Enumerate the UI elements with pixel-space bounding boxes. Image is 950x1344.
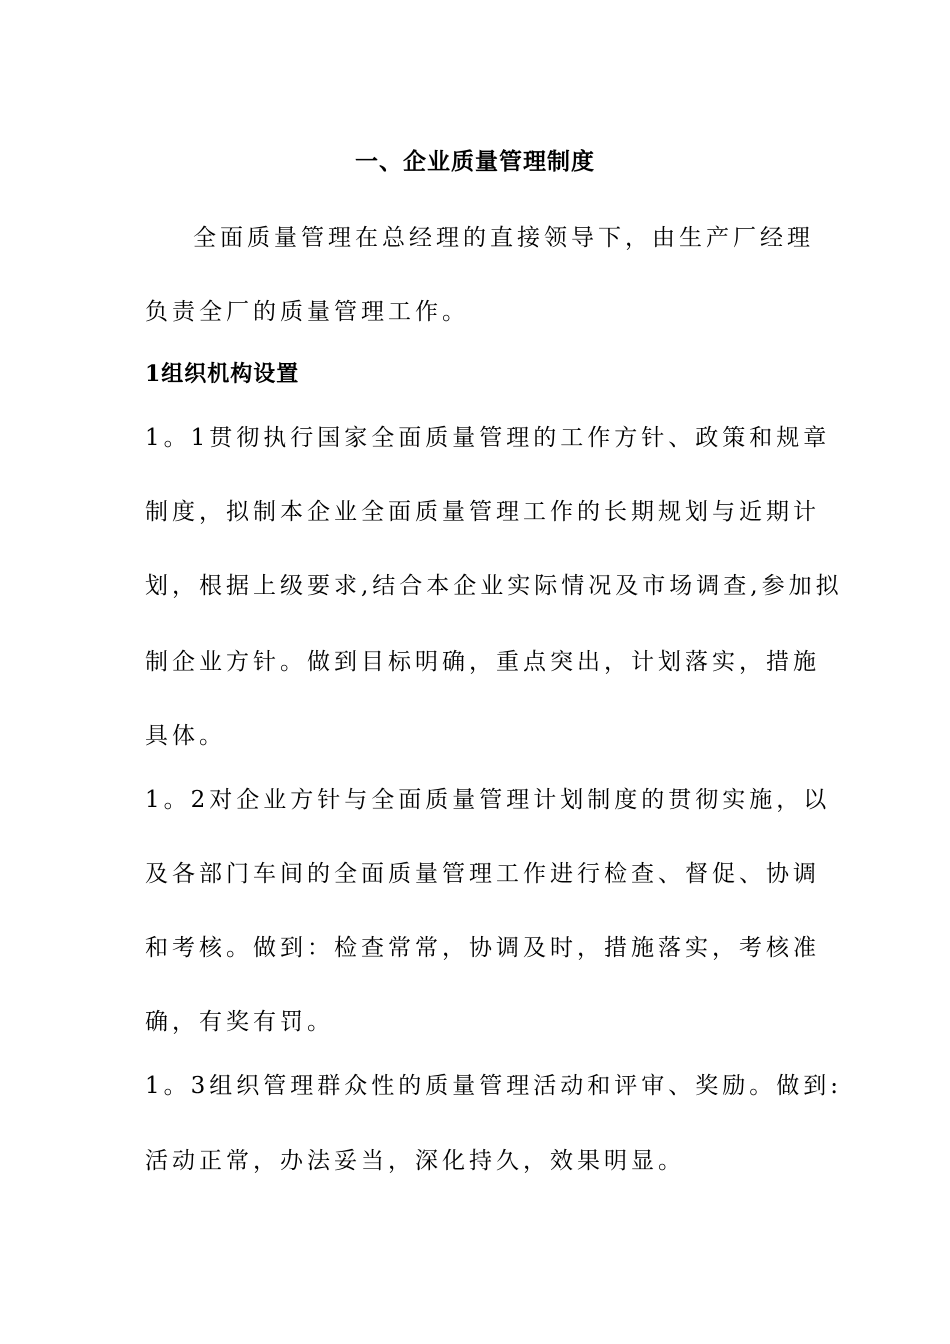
item-1-3-line-2: 活动正常，办法妥当，深化持久，效果明显。 xyxy=(145,1148,685,1174)
item-1-1-line-1: 1。1贯彻执行国家全面质量管理的工作方针、政策和规章 xyxy=(145,425,831,451)
item-1-2-line-1: 1。2对企业方针与全面质量管理计划制度的贯彻实施，以 xyxy=(145,787,831,813)
document-title: 一、企业质量管理制度 xyxy=(355,148,595,175)
item-1-3-line-1: 1。3组织管理群众性的质量管理活动和评审、奖励。做到: xyxy=(145,1073,843,1099)
item-1-1-line-5: 具体。 xyxy=(145,723,226,749)
intro-line-1: 全面质量管理在总经理的直接领导下，由生产厂经理 xyxy=(193,225,814,251)
section-heading: 1组织机构设置 xyxy=(145,361,300,387)
item-1-2-line-4: 确，有奖有罚。 xyxy=(145,1009,334,1035)
item-1-1-line-3: 划，根据上级要求,结合本企业实际情况及市场调查,参加拟 xyxy=(145,573,843,599)
item-1-1-line-4: 制企业方针。做到目标明确，重点突出，计划落实，措施 xyxy=(145,649,820,675)
item-1-2-line-2: 及各部门车间的全面质量管理工作进行检查、督促、协调 xyxy=(145,861,820,887)
item-1-1-line-2: 制度，拟制本企业全面质量管理工作的长期规划与近期计 xyxy=(145,499,820,525)
item-1-2-line-3: 和考核。做到：检查常常，协调及时，措施落实，考核准 xyxy=(145,935,820,961)
intro-line-2: 负责全厂的质量管理工作。 xyxy=(145,299,469,325)
